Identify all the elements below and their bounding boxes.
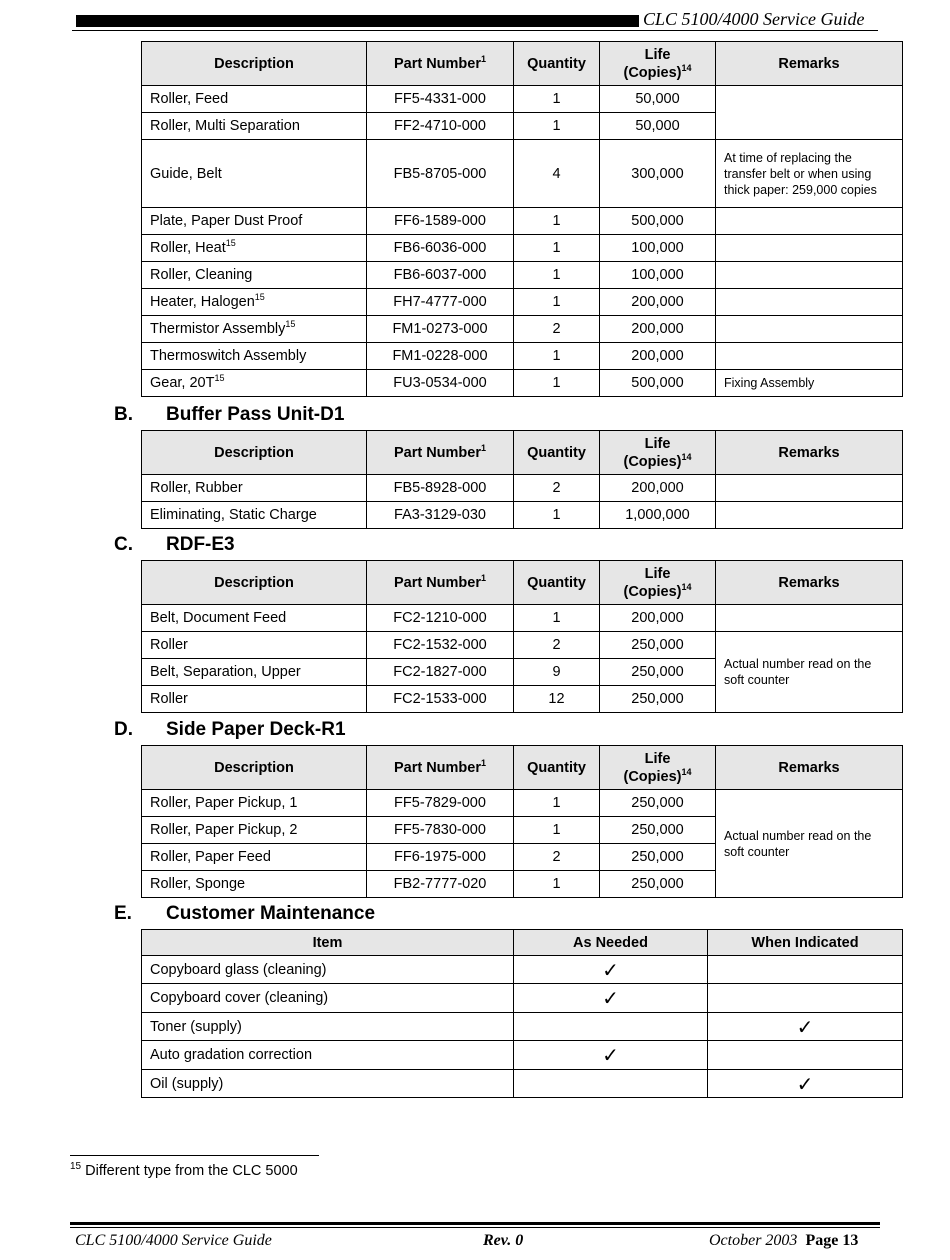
cell-life: 1,000,000 [600, 502, 716, 529]
cell-description: Roller, Multi Separation [142, 113, 367, 140]
cell-quantity: 2 [514, 632, 600, 659]
cell-remarks: Fixing Assembly [716, 370, 903, 397]
table-row [142, 262, 903, 289]
cell-part-number: FC2-1827-000 [367, 659, 514, 686]
header-rule-thin [72, 30, 878, 31]
header-title: CLC 5100/4000 Service Guide [643, 9, 865, 29]
cell-life: 250,000 [600, 632, 716, 659]
cell-part-number: FA3-3129-030 [367, 502, 514, 529]
cell-life: 100,000 [600, 235, 716, 262]
column-header-description: Description [142, 431, 367, 475]
cell-life: 200,000 [600, 475, 716, 502]
table-row [142, 140, 903, 208]
cell-life: 200,000 [600, 289, 716, 316]
column-header-life: Life (Copies)$^{14}$ [600, 431, 716, 475]
cell-description: Roller, Paper Pickup, 1 [142, 790, 367, 817]
cell-description: Roller, Paper Pickup, 2 [142, 817, 367, 844]
cell-part-number: FF5-4331-000 [367, 86, 514, 113]
parts-table-a [141, 41, 903, 397]
cell-part-number: FF6-1589-000 [367, 208, 514, 235]
table-row [142, 1041, 903, 1070]
column-header-description: Description [142, 42, 367, 86]
table-row [142, 343, 903, 370]
cell-remarks [716, 502, 903, 529]
cell-description: Roller [142, 686, 367, 713]
cell-life: 500,000 [600, 208, 716, 235]
column-header-life: Life (Copies)$^{14}$ [600, 746, 716, 790]
check-icon: ✓ [514, 1041, 708, 1070]
table-header-row [142, 561, 903, 605]
cell-life: 200,000 [600, 605, 716, 632]
footer-rule-thin [70, 1227, 880, 1228]
cell-part-number: FH7-4777-000 [367, 289, 514, 316]
footer-date: October 2003 [709, 1232, 798, 1249]
table-row [142, 208, 903, 235]
table-row [142, 605, 903, 632]
cell-quantity: 9 [514, 659, 600, 686]
cell-quantity: 1 [514, 817, 600, 844]
cell-remarks [716, 86, 903, 140]
column-header-as-needed: As Needed [514, 930, 708, 956]
table-row [142, 790, 903, 817]
column-header-remarks: Remarks [716, 746, 903, 790]
cell-description: Belt, Document Feed [142, 605, 367, 632]
cell-item: Oil (supply) [142, 1070, 514, 1098]
section-letter: D. [114, 719, 133, 740]
cell-as-needed [514, 1070, 708, 1098]
cell-description: Thermistor Assembly$^{15}$ [142, 316, 367, 343]
maintenance-table [141, 929, 903, 1098]
cell-description: Belt, Separation, Upper [142, 659, 367, 686]
column-header-description: Description [142, 561, 367, 605]
cell-when-indicated [708, 1041, 903, 1070]
cell-description: Roller, Cleaning [142, 262, 367, 289]
cell-life: 300,000 [600, 140, 716, 208]
column-header-life: Life (Copies)$^{14}$ [600, 42, 716, 86]
cell-quantity: 1 [514, 289, 600, 316]
cell-item: Auto gradation correction [142, 1041, 514, 1070]
cell-part-number: FU3-0534-000 [367, 370, 514, 397]
cell-quantity: 1 [514, 86, 600, 113]
column-header-part-number: Part Number$^1$ [367, 561, 514, 605]
cell-life: 250,000 [600, 817, 716, 844]
table-header-row [142, 930, 903, 956]
cell-life: 200,000 [600, 343, 716, 370]
cell-part-number: FB5-8928-000 [367, 475, 514, 502]
column-header-part-number: Part Number$^1$ [367, 431, 514, 475]
table-header-row [142, 746, 903, 790]
column-header-remarks: Remarks [716, 561, 903, 605]
section-letter: C. [114, 534, 133, 555]
cell-part-number: FB2-7777-020 [367, 871, 514, 898]
table-row [142, 632, 903, 659]
header-rule-thick [76, 15, 639, 27]
cell-quantity: 1 [514, 370, 600, 397]
cell-life: 200,000 [600, 316, 716, 343]
cell-life: 250,000 [600, 659, 716, 686]
cell-part-number: FF5-7829-000 [367, 790, 514, 817]
table-header-row [142, 42, 903, 86]
cell-life: 250,000 [600, 871, 716, 898]
check-icon: ✓ [514, 984, 708, 1013]
cell-remarks [716, 316, 903, 343]
footnote-text: Different type from the CLC 5000 [85, 1163, 298, 1179]
cell-part-number: FC2-1210-000 [367, 605, 514, 632]
cell-quantity: 4 [514, 140, 600, 208]
table-row [142, 316, 903, 343]
cell-quantity: 1 [514, 208, 600, 235]
column-header-description: Description [142, 746, 367, 790]
cell-quantity: 2 [514, 316, 600, 343]
cell-quantity: 1 [514, 113, 600, 140]
cell-quantity: 1 [514, 343, 600, 370]
cell-life: 250,000 [600, 686, 716, 713]
cell-life: 50,000 [600, 113, 716, 140]
cell-quantity: 1 [514, 605, 600, 632]
cell-life: 250,000 [600, 790, 716, 817]
cell-item: Copyboard cover (cleaning) [142, 984, 514, 1013]
table-row [142, 984, 903, 1013]
cell-description: Roller, Rubber [142, 475, 367, 502]
table-row [142, 956, 903, 984]
cell-description: Eliminating, Static Charge [142, 502, 367, 529]
column-header-remarks: Remarks [716, 431, 903, 475]
check-icon: ✓ [708, 1070, 903, 1098]
column-header-part-number: Part Number$^1$ [367, 42, 514, 86]
cell-remarks [716, 208, 903, 235]
footnote [70, 1163, 298, 1179]
column-header-quantity: Quantity [514, 746, 600, 790]
column-header-remarks: Remarks [716, 42, 903, 86]
cell-quantity: 2 [514, 844, 600, 871]
cell-description: Roller, Feed [142, 86, 367, 113]
footnote-number: 15 [70, 1161, 82, 1173]
cell-part-number: FM1-0228-000 [367, 343, 514, 370]
table-row [142, 502, 903, 529]
section-letter: B. [114, 404, 133, 425]
check-icon: ✓ [514, 956, 708, 984]
cell-description: Roller, Sponge [142, 871, 367, 898]
cell-part-number: FC2-1532-000 [367, 632, 514, 659]
cell-part-number: FC2-1533-000 [367, 686, 514, 713]
cell-quantity: 1 [514, 790, 600, 817]
cell-when-indicated [708, 984, 903, 1013]
cell-quantity: 1 [514, 871, 600, 898]
cell-when-indicated [708, 956, 903, 984]
cell-remarks [716, 475, 903, 502]
cell-remarks [716, 605, 903, 632]
cell-part-number: FB6-6036-000 [367, 235, 514, 262]
cell-life: 500,000 [600, 370, 716, 397]
cell-remarks-merged: Actual number read on the soft counter [716, 632, 903, 713]
cell-description: Roller [142, 632, 367, 659]
parts-table-d [141, 745, 903, 898]
cell-life: 250,000 [600, 844, 716, 871]
parts-table-c [141, 560, 903, 713]
cell-part-number: FB6-6037-000 [367, 262, 514, 289]
footer-page-number: Page 13 [805, 1232, 859, 1249]
footer-rule-thick [70, 1222, 880, 1225]
cell-remarks: At time of replacing the transfer belt or when using thick paper: 259,000 copies [716, 140, 903, 208]
cell-part-number: FF5-7830-000 [367, 817, 514, 844]
cell-description: Roller, Heat$^{15}$ [142, 235, 367, 262]
cell-remarks [716, 343, 903, 370]
column-header-when-indicated: When Indicated [708, 930, 903, 956]
cell-remarks [716, 235, 903, 262]
table-row [142, 370, 903, 397]
cell-quantity: 12 [514, 686, 600, 713]
section-letter: E. [114, 903, 132, 924]
table-row [142, 289, 903, 316]
cell-part-number: FB5-8705-000 [367, 140, 514, 208]
cell-as-needed [514, 1013, 708, 1041]
table-row [142, 1070, 903, 1098]
footer-revision: Rev. 0 [483, 1232, 524, 1249]
cell-description: Plate, Paper Dust Proof [142, 208, 367, 235]
section-title: Customer Maintenance [166, 903, 376, 924]
column-header-quantity: Quantity [514, 561, 600, 605]
cell-life: 50,000 [600, 86, 716, 113]
cell-item: Toner (supply) [142, 1013, 514, 1041]
table-header-row [142, 431, 903, 475]
cell-life: 100,000 [600, 262, 716, 289]
cell-remarks [716, 262, 903, 289]
cell-part-number: FF6-1975-000 [367, 844, 514, 871]
cell-quantity: 1 [514, 502, 600, 529]
cell-quantity: 1 [514, 262, 600, 289]
cell-description: Thermoswitch Assembly [142, 343, 367, 370]
table-row [142, 1013, 903, 1041]
cell-item: Copyboard glass (cleaning) [142, 956, 514, 984]
parts-table-b [141, 430, 903, 529]
footer-date-page [709, 1232, 858, 1250]
column-header-part-number: Part Number$^1$ [367, 746, 514, 790]
cell-part-number: FF2-4710-000 [367, 113, 514, 140]
check-icon: ✓ [708, 1013, 903, 1041]
section-title: Buffer Pass Unit-D1 [166, 404, 345, 425]
column-header-item: Item [142, 930, 514, 956]
cell-remarks [716, 289, 903, 316]
footer-title: CLC 5100/4000 Service Guide [75, 1232, 272, 1249]
cell-description: Guide, Belt [142, 140, 367, 208]
footnote-separator [70, 1155, 319, 1156]
table-row [142, 235, 903, 262]
column-header-quantity: Quantity [514, 431, 600, 475]
cell-description: Heater, Halogen$^{15}$ [142, 289, 367, 316]
cell-quantity: 2 [514, 475, 600, 502]
table-row [142, 475, 903, 502]
section-title: Side Paper Deck-R1 [166, 719, 346, 740]
column-header-quantity: Quantity [514, 42, 600, 86]
cell-description: Gear, $20T^{15}$ [142, 370, 367, 397]
cell-remarks-merged: Actual number read on the soft counter [716, 790, 903, 898]
cell-description: Roller, Paper Feed [142, 844, 367, 871]
cell-part-number: FM1-0273-000 [367, 316, 514, 343]
column-header-life: Life (Copies)$^{14}$ [600, 561, 716, 605]
table-row [142, 86, 903, 113]
section-title: RDF-E3 [166, 534, 235, 555]
cell-quantity: 1 [514, 235, 600, 262]
